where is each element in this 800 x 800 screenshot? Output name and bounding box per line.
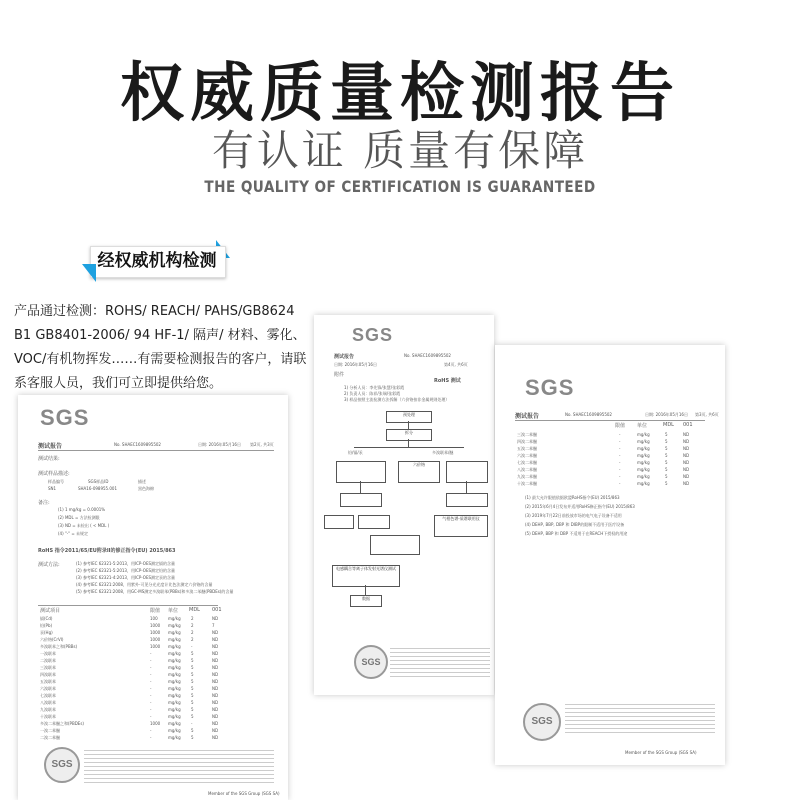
table-cell: - bbox=[150, 672, 152, 677]
table-cell: 5 bbox=[665, 474, 668, 479]
table-cell: 2 bbox=[191, 616, 194, 621]
sgs-seal-icon: SGS bbox=[44, 747, 80, 783]
table-cell: - bbox=[150, 693, 152, 698]
note-line: (4) DEHP, BBP, DBP 和 DIBP的限制不适用于医疗设备 bbox=[525, 522, 625, 527]
report-title: 测试报告 bbox=[38, 443, 63, 450]
table-cell: mg/kg bbox=[637, 439, 650, 444]
table-cell: ND bbox=[683, 474, 690, 479]
method-line: (3) 参考IEC 62321-4:2013，用ICP-OES测定汞的含量 bbox=[76, 575, 176, 580]
table-cell: 一溴联苯 bbox=[40, 651, 56, 656]
rohs-title: RoHS 测试 bbox=[434, 378, 461, 384]
method-label: 测试方法: bbox=[38, 562, 60, 568]
sgs-logo: SGS bbox=[352, 325, 394, 345]
table-cell: 九溴联苯 bbox=[40, 707, 56, 712]
table-cell: ND bbox=[212, 637, 219, 642]
sample-col-sgsid: SGS样品ID bbox=[88, 479, 109, 484]
table-cell: ND bbox=[212, 686, 219, 691]
col-limit: 限值 bbox=[615, 423, 626, 429]
table-cell: 六价铬(CrVI) bbox=[40, 637, 64, 642]
table-cell: - bbox=[619, 467, 621, 472]
table-row bbox=[515, 439, 705, 446]
flow-box-solution bbox=[324, 515, 354, 529]
table-cell: ND bbox=[212, 651, 219, 656]
table-cell: mg/kg bbox=[168, 616, 181, 621]
table-cell: - bbox=[619, 446, 621, 451]
badge-label: 经权威机构检测 bbox=[97, 251, 217, 271]
table-cell: 5 bbox=[191, 672, 194, 677]
table-row bbox=[38, 623, 268, 630]
report-date: 日期: 2016年05月16日 bbox=[334, 362, 377, 367]
table-cell: 四溴二苯醚 bbox=[517, 439, 537, 444]
table-cell: mg/kg bbox=[637, 481, 650, 486]
flow-box-extract bbox=[446, 461, 488, 483]
results-table-body bbox=[38, 616, 268, 746]
flow-connector bbox=[365, 585, 366, 595]
table-cell: 1000 bbox=[150, 721, 161, 726]
table-cell: ND bbox=[212, 700, 219, 705]
table-row bbox=[515, 446, 705, 453]
table-cell: 九溴二苯醚 bbox=[517, 474, 537, 479]
table-row bbox=[38, 693, 268, 700]
table-cell: 镉(Cd) bbox=[40, 616, 53, 621]
col-unit: 单位 bbox=[637, 423, 648, 429]
sample-sgsid: SHA16-098955.001 bbox=[78, 486, 117, 491]
col-item: 测试项目 bbox=[40, 608, 61, 614]
table-cell: 1000 bbox=[150, 623, 161, 628]
table-cell: mg/kg bbox=[168, 693, 181, 698]
table-cell: 四溴联苯 bbox=[40, 672, 56, 677]
table-row bbox=[515, 481, 705, 488]
results-table-header bbox=[515, 422, 705, 430]
sgs-member-footer: Member of the SGS Group (SGS SA) bbox=[208, 791, 280, 796]
flow-branch-metals: 铅/镉/汞 bbox=[348, 450, 363, 455]
table-cell: 三溴二苯醚 bbox=[517, 432, 537, 437]
results-table-body bbox=[515, 432, 705, 502]
table-cell: mg/kg bbox=[168, 672, 181, 677]
table-row bbox=[38, 658, 268, 665]
flow-box-icp: 电感耦合等离子体发射光谱仪测试 bbox=[332, 565, 400, 587]
table-cell: 5 bbox=[191, 700, 194, 705]
table-cell: 5 bbox=[191, 735, 194, 740]
table-cell: 三溴联苯 bbox=[40, 665, 56, 670]
table-cell: 多溴二苯醚之和(PBDEs) bbox=[40, 721, 84, 726]
col-limit: 限值 bbox=[150, 608, 161, 614]
flow-connector bbox=[354, 447, 464, 448]
divider bbox=[38, 605, 218, 606]
report-page: 第4页, 共6页 bbox=[444, 362, 468, 367]
table-cell: mg/kg bbox=[168, 714, 181, 719]
table-cell: 1000 bbox=[150, 630, 161, 635]
report-page-results-1 bbox=[18, 395, 288, 800]
table-cell: 五溴二苯醚 bbox=[517, 446, 537, 451]
table-cell: mg/kg bbox=[637, 432, 650, 437]
flow-box-filter bbox=[340, 493, 382, 507]
table-cell: - bbox=[191, 644, 193, 649]
table-cell: - bbox=[150, 735, 152, 740]
table-cell: 2 bbox=[191, 623, 194, 628]
table-cell: 5 bbox=[191, 707, 194, 712]
step-1: 1) 分析人员：李先锋/张慧/张彩霞 bbox=[344, 385, 405, 390]
table-cell: mg/kg bbox=[168, 658, 181, 663]
table-cell: 铅(Pb) bbox=[40, 623, 53, 628]
table-row bbox=[38, 735, 268, 742]
table-cell: mg/kg bbox=[637, 453, 650, 458]
rohs-section-title: RoHS 指令2011/65/EU附录II的修正指令(EU) 2015/863 bbox=[38, 548, 176, 554]
flow-box-gcms: 气相色谱-质谱联用仪 bbox=[434, 515, 488, 537]
table-cell: - bbox=[150, 679, 152, 684]
report-number: No. SHAEC1609895502 bbox=[404, 353, 451, 358]
report-page: 第3页, 共6页 bbox=[695, 412, 719, 417]
table-cell: 二溴二苯醚 bbox=[40, 735, 60, 740]
table-cell: - bbox=[150, 714, 152, 719]
note-line: (4) "-" = 未规定 bbox=[58, 531, 88, 536]
sgs-seal-icon: SGS bbox=[354, 645, 388, 679]
table-cell: 六溴二苯醚 bbox=[517, 453, 537, 458]
table-cell: 5 bbox=[191, 658, 194, 663]
client-label: 测试结果: bbox=[38, 456, 60, 462]
table-cell: - bbox=[150, 728, 152, 733]
method-line: (2) 参考IEC 62321-5:2013，用ICP-OES测定铅的含量 bbox=[76, 568, 176, 573]
table-cell: - bbox=[191, 721, 193, 726]
flow-box-microwave bbox=[370, 535, 420, 555]
report-title: 测试报告 bbox=[334, 354, 355, 360]
flow-connector bbox=[466, 481, 467, 493]
report-number: No. SHAEC1609895502 bbox=[114, 442, 161, 447]
table-cell: 5 bbox=[191, 693, 194, 698]
table-cell: 汞(Hg) bbox=[40, 630, 53, 635]
table-cell: 5 bbox=[665, 481, 668, 486]
table-row bbox=[38, 672, 268, 679]
report-page-results-2 bbox=[495, 345, 725, 765]
flow-box-data: 数据 bbox=[350, 595, 382, 607]
table-cell: 七溴二苯醚 bbox=[517, 460, 537, 465]
table-cell: ND bbox=[212, 644, 219, 649]
table-cell: mg/kg bbox=[168, 728, 181, 733]
table-cell: 一溴二苯醚 bbox=[40, 728, 60, 733]
table-cell: 5 bbox=[191, 665, 194, 670]
table-row bbox=[515, 453, 705, 460]
table-cell: ND bbox=[683, 460, 690, 465]
table-cell: 八溴二苯醚 bbox=[517, 467, 537, 472]
table-cell: mg/kg bbox=[168, 721, 181, 726]
flow-box-digest bbox=[336, 461, 386, 483]
table-cell: ND bbox=[212, 672, 219, 677]
table-cell: mg/kg bbox=[168, 686, 181, 691]
badge-corner-bottom-left bbox=[82, 264, 96, 282]
table-row bbox=[38, 707, 268, 714]
report-date: 日期: 2016年05月16日 bbox=[645, 412, 688, 417]
table-row bbox=[515, 467, 705, 474]
table-row bbox=[38, 721, 268, 728]
appendix-label: 附件 bbox=[334, 372, 345, 378]
page-subtitle: 有认证 质量有保障 bbox=[211, 126, 589, 175]
sgs-member-footer: Member of the SGS Group (SGS SA) bbox=[625, 750, 697, 755]
table-cell: ND bbox=[212, 693, 219, 698]
table-cell: ND bbox=[212, 714, 219, 719]
page-title: 权威质量检测报告 bbox=[120, 57, 680, 131]
table-cell: mg/kg bbox=[168, 644, 181, 649]
table-cell: - bbox=[150, 658, 152, 663]
sample-col-id: 样品编号 bbox=[48, 479, 64, 484]
note-line: (3) 2019年7月22日前投放市场的电气电子设备不适用 bbox=[525, 513, 622, 518]
table-cell: - bbox=[619, 474, 621, 479]
table-cell: - bbox=[150, 700, 152, 705]
method-line: (1) 参考IEC 62321-5:2013，用ICP-OES测定镉的含量 bbox=[76, 561, 176, 566]
table-cell: 7 bbox=[212, 623, 215, 628]
notes-label: 备注: bbox=[38, 500, 50, 506]
table-cell: ND bbox=[212, 616, 219, 621]
table-row bbox=[38, 700, 268, 707]
english-tagline: THE QUALITY OF CERTIFICATION IS GUARANTEED bbox=[204, 177, 596, 196]
table-cell: 多溴联苯之和(PBBs) bbox=[40, 644, 78, 649]
certification-badge bbox=[82, 240, 230, 282]
table-row bbox=[515, 474, 705, 481]
report-page-flowchart bbox=[314, 315, 494, 695]
table-row bbox=[515, 432, 705, 439]
table-cell: mg/kg bbox=[168, 679, 181, 684]
description-text: 产品通过检测：ROHS/ REACH/ PAHS/GB8624 B1 GB8401-2006/ 94 HF-1/ 隔声/ 材料、雾化、VOC/有机物挥发……有需要检测报告的客户，请联系客服人员，我们可立即提供给您。 bbox=[14, 304, 307, 391]
table-cell: 1000 bbox=[150, 644, 161, 649]
table-cell: mg/kg bbox=[168, 700, 181, 705]
divider bbox=[515, 420, 705, 421]
table-cell: ND bbox=[212, 707, 219, 712]
note-line: (1) 最大允许限值依据欧盟RoHS指令(EU) 2015/863 bbox=[525, 495, 620, 500]
table-cell: 六溴联苯 bbox=[40, 686, 56, 691]
table-row bbox=[515, 460, 705, 467]
table-cell: 2 bbox=[191, 637, 194, 642]
table-cell: ND bbox=[683, 432, 690, 437]
table-cell: 5 bbox=[191, 686, 194, 691]
flow-box-filter-2 bbox=[446, 493, 488, 507]
table-cell: - bbox=[150, 651, 152, 656]
flow-connector bbox=[360, 481, 361, 493]
table-cell: ND bbox=[683, 467, 690, 472]
table-row bbox=[38, 714, 268, 721]
table-cell: ND bbox=[683, 481, 690, 486]
note-line: (2) MDL = 方法检测限 bbox=[58, 515, 100, 520]
sample-label: 测试样品描述: bbox=[38, 471, 70, 477]
table-row bbox=[38, 630, 268, 637]
flow-box-pretreat: 预处理 bbox=[386, 411, 432, 423]
col-sample: 001 bbox=[212, 607, 222, 613]
table-cell: ND bbox=[683, 453, 690, 458]
table-cell: - bbox=[619, 453, 621, 458]
table-cell: mg/kg bbox=[168, 637, 181, 642]
table-row bbox=[38, 616, 268, 623]
flow-connector bbox=[408, 439, 409, 447]
table-cell: mg/kg bbox=[637, 446, 650, 451]
table-cell: 5 bbox=[665, 446, 668, 451]
note-line: (3) ND = 未检出 ( < MDL ) bbox=[58, 523, 110, 528]
table-cell: ND bbox=[212, 665, 219, 670]
table-cell: 五溴联苯 bbox=[40, 679, 56, 684]
table-cell: 二溴联苯 bbox=[40, 658, 56, 663]
method-line: (5) 参考IEC 62321:2008，用GC-MS测定多溴联苯(PBBs)和多溴二苯醚(PBDEs)的含量 bbox=[76, 589, 234, 594]
flow-box-residue bbox=[358, 515, 390, 529]
note-line: (5) DEHP, BBP 和 DBP 不适用于在REACH下授权的用途 bbox=[525, 531, 628, 536]
table-cell: mg/kg bbox=[168, 623, 181, 628]
report-date: 日期: 2016年05月16日 bbox=[198, 442, 241, 447]
table-cell: 5 bbox=[665, 467, 668, 472]
table-row bbox=[38, 651, 268, 658]
sgs-logo: SGS bbox=[40, 405, 90, 430]
col-mdl: MDL bbox=[663, 422, 674, 428]
report-page: 第2页, 共3页 bbox=[250, 442, 274, 447]
table-row bbox=[38, 679, 268, 686]
step-3: 3) 样品按照主流检测方法拆解（六价铬按非金属规则处理） bbox=[344, 397, 450, 402]
table-cell: mg/kg bbox=[637, 474, 650, 479]
table-cell: mg/kg bbox=[168, 630, 181, 635]
table-cell: 十溴联苯 bbox=[40, 714, 56, 719]
table-cell: - bbox=[619, 481, 621, 486]
table-cell: 5 bbox=[191, 728, 194, 733]
table-cell: ND bbox=[683, 439, 690, 444]
table-cell: ND bbox=[212, 735, 219, 740]
table-cell: 5 bbox=[665, 439, 668, 444]
flow-connector bbox=[408, 421, 409, 429]
table-cell: - bbox=[150, 686, 152, 691]
table-cell: - bbox=[150, 707, 152, 712]
table-cell: 2 bbox=[191, 630, 194, 635]
fine-print bbox=[565, 701, 715, 735]
results-table-header bbox=[38, 607, 268, 615]
flow-branch-pbb: 多溴联苯/醚 bbox=[432, 450, 454, 455]
fine-print bbox=[84, 747, 274, 783]
table-cell: mg/kg bbox=[168, 735, 181, 740]
table-cell: 5 bbox=[191, 679, 194, 684]
col-sample: 001 bbox=[683, 422, 693, 428]
table-cell: 5 bbox=[191, 651, 194, 656]
report-number: No. SHAEC1609895502 bbox=[565, 412, 612, 417]
table-cell: - bbox=[619, 432, 621, 437]
table-cell: 5 bbox=[665, 453, 668, 458]
col-unit: 单位 bbox=[168, 608, 179, 614]
sample-col-desc: 描述 bbox=[138, 479, 146, 484]
table-cell: mg/kg bbox=[168, 665, 181, 670]
table-cell: ND bbox=[212, 721, 219, 726]
table-row bbox=[38, 644, 268, 651]
method-line: (4) 参考IEC 62321:2008，用紫外-可见分光光度计比色法测定六价铬的含量 bbox=[76, 582, 213, 587]
divider bbox=[38, 450, 274, 451]
step-2: 2) 负责人员：陈祥/张瑞/张彩霞 bbox=[344, 391, 401, 396]
table-cell: 5 bbox=[665, 432, 668, 437]
flow-box-split: 拆分 bbox=[386, 429, 432, 441]
report-title: 测试报告 bbox=[515, 413, 540, 420]
sgs-seal-icon: SGS bbox=[523, 703, 561, 741]
table-cell: 十溴二苯醚 bbox=[517, 481, 537, 486]
note-line: (1) 1 mg/kg = 0.0001% bbox=[58, 507, 106, 512]
table-cell: 5 bbox=[665, 460, 668, 465]
table-cell: 5 bbox=[191, 714, 194, 719]
sample-desc: 黑色海棉 bbox=[138, 486, 154, 491]
flow-box-cr: 六价铬 bbox=[398, 461, 440, 483]
table-cell: ND bbox=[212, 658, 219, 663]
table-row bbox=[38, 728, 268, 735]
table-cell: mg/kg bbox=[637, 460, 650, 465]
col-mdl: MDL bbox=[189, 607, 200, 613]
sgs-logo: SGS bbox=[525, 375, 575, 400]
table-row bbox=[38, 686, 268, 693]
table-cell: mg/kg bbox=[168, 707, 181, 712]
table-cell: ND bbox=[212, 728, 219, 733]
fine-print bbox=[390, 645, 490, 679]
table-cell: ND bbox=[212, 630, 219, 635]
table-cell: mg/kg bbox=[637, 467, 650, 472]
table-cell: - bbox=[619, 439, 621, 444]
table-cell: 八溴联苯 bbox=[40, 700, 56, 705]
table-cell: 1000 bbox=[150, 637, 161, 642]
table-cell: mg/kg bbox=[168, 651, 181, 656]
note-line: (2) 2015年6月4日发布并适用RoHS修正指令(EU) 2015/863 bbox=[525, 504, 635, 509]
table-row bbox=[38, 637, 268, 644]
table-cell: - bbox=[619, 460, 621, 465]
table-cell: 七溴联苯 bbox=[40, 693, 56, 698]
table-cell: 100 bbox=[150, 616, 158, 621]
sample-id: SN1 bbox=[48, 486, 57, 491]
table-cell: ND bbox=[683, 446, 690, 451]
table-row bbox=[38, 665, 268, 672]
table-cell: - bbox=[150, 665, 152, 670]
table-cell: ND bbox=[212, 679, 219, 684]
